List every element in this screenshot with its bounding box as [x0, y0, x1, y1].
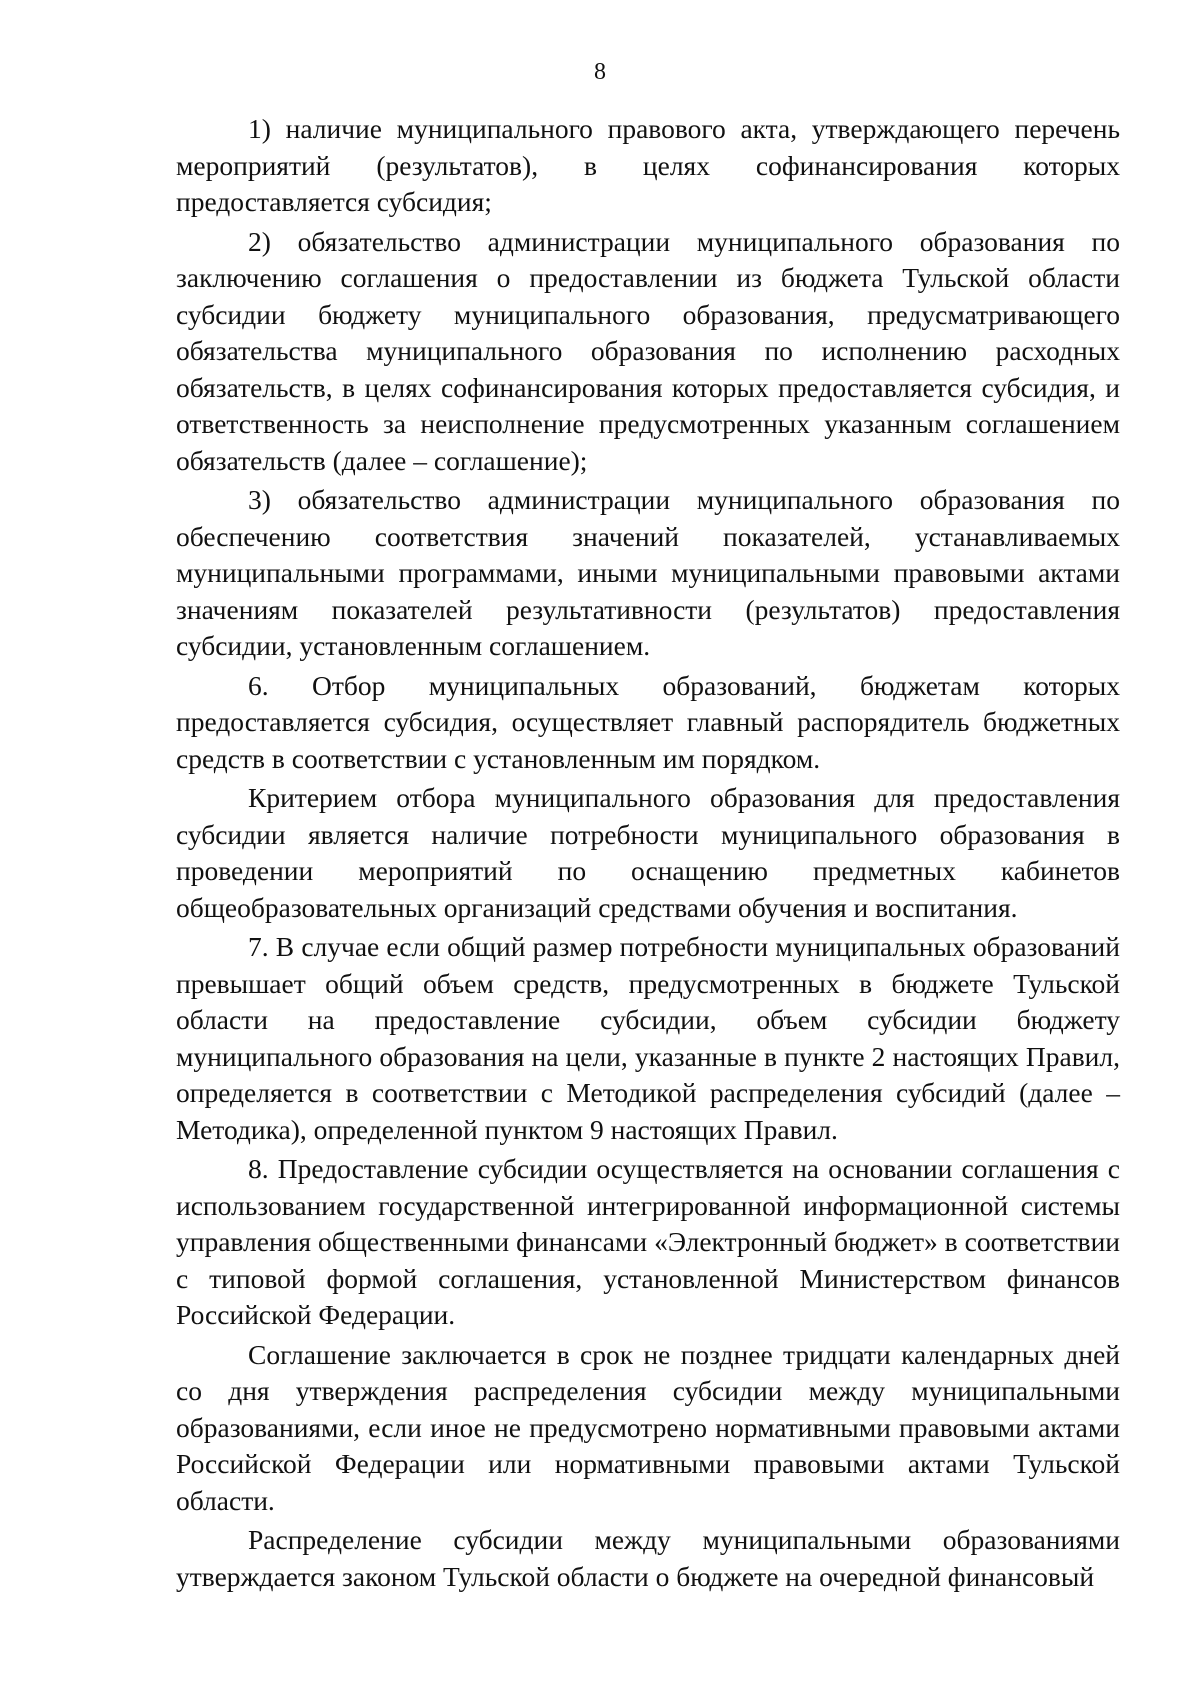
paragraph-item-1: 1) наличие муниципального правового акта, утверждающего перечень мероприятий (результатов), в целях софинансирования которых предоставляется субсидия;: [176, 113, 1120, 217]
paragraph-item-3: 3) обязательство администрации муниципального образования по обеспечению соответствия значений показателей, устанавливаемых муниципальными программами, иными муниципальными правовыми актами значениям показателей результативности (результатов) предоставления субсидии, установленным соглашением.: [176, 484, 1120, 661]
paragraph-distribution: Распределение субсидии между муниципальными образованиями утверждается законом Тульской области о бюджете на очередной финансовый: [176, 1524, 1120, 1592]
page-number: 8: [594, 59, 606, 85]
document-body: [176, 111, 1120, 1595]
paragraph-point-7: 7. В случае если общий размер потребности муниципальных образований превышает общий объем средств, предусмотренных в бюджете Тульской области на предоставление субсидии, объем субсидии бюджету муниципального образования на цели, указанные в пункте 2 настоящих Правил, определяется в соответствии с Методикой распределения субсидий (далее – Методика), определенной пунктом 9 настоящих Правил.: [176, 931, 1120, 1145]
paragraph-point-6: 6. Отбор муниципальных образований, бюджетам которых предоставляется субсидия, осуществляет главный распорядитель бюджетных средств в соответствии с установленным им порядком.: [176, 669, 1120, 774]
paragraph-agreement-term: Соглашение заключается в срок не позднее тридцати календарных дней со дня утверждения распределения субсидии между муниципальными образованиями, если иное не предусмотрено нормативными правовыми актами Российской Федерации или нормативными правовыми актами Тульской области.: [176, 1338, 1120, 1516]
paragraph-selection-criterion: Критерием отбора муниципального образования для предоставления субсидии является наличие потребности муниципального образования в проведении мероприятий по оснащению предметных кабинетов общеобразовательных организаций средствами обучения и воспитания.: [176, 782, 1120, 923]
paragraph-item-2: 2) обязательство администрации муниципального образования по заключению соглашения о предоставлении из бюджета Тульской области субсидии бюджету муниципального образования, предусматривающего обязательства муниципального образования по исполнению расходных обязательств, в целях софинансирования которых предоставляется субсидия, и ответственность за неисполнение предусмотренных указанным соглашением обязательств (далее – соглашение);: [176, 225, 1120, 476]
paragraph-point-8: 8. Предоставление субсидии осуществляется на основании соглашения с использованием государственной интегрированной информационной системы управления общественными финансами «Электронный бюджет» в соответствии с типовой формой соглашения, установленной Министерством финансов Российской Федерации.: [176, 1153, 1120, 1330]
